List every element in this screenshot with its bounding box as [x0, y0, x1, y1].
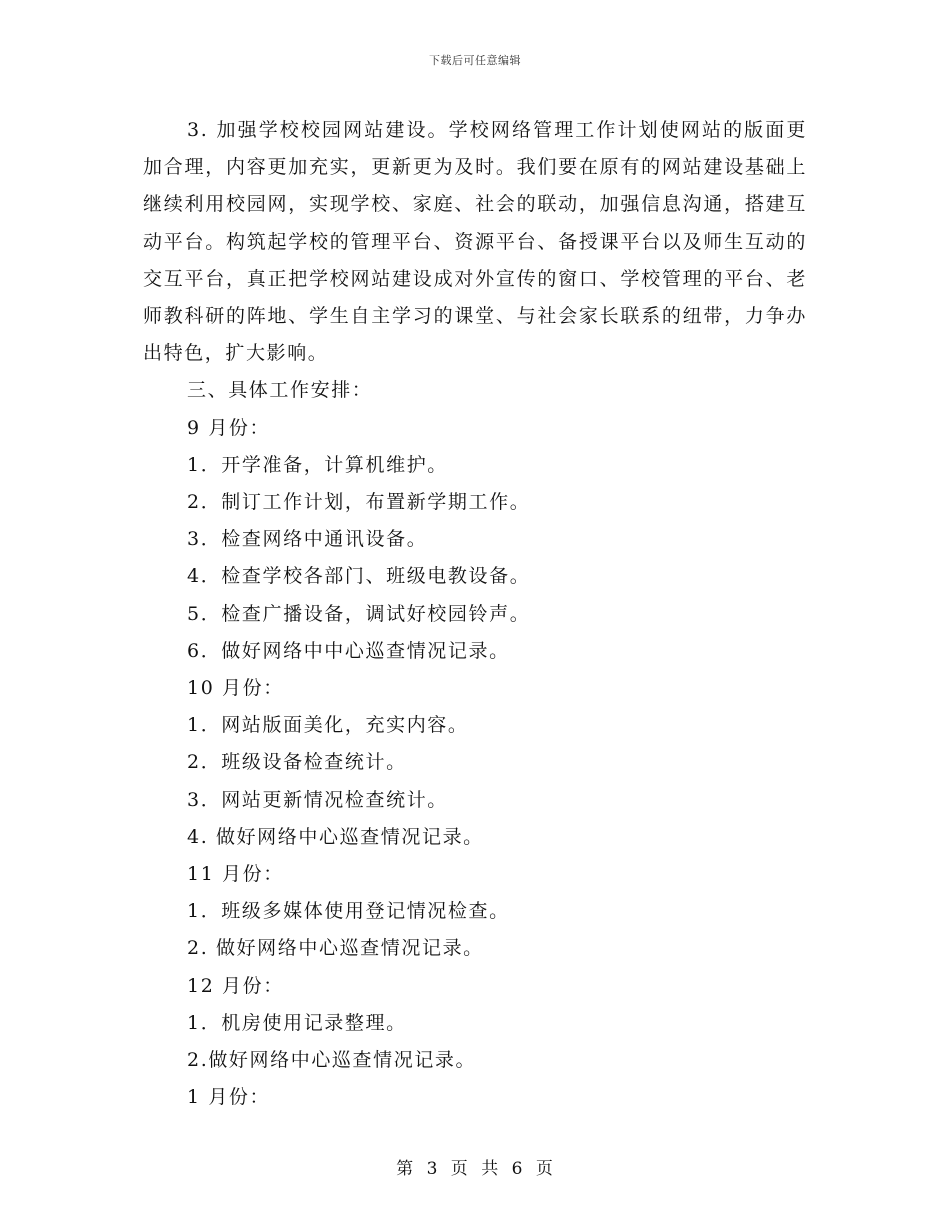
- page-number-footer: 第 3 页 共 6 页: [396, 1159, 554, 1179]
- month-heading-november: 11 月份：: [187, 863, 284, 886]
- month-heading-october: 10 月份：: [187, 677, 284, 700]
- list-item: 4. 做好网络中心巡查情况记录。: [187, 825, 484, 848]
- list-item: 1．机房使用记录整理。: [187, 1011, 407, 1034]
- month-heading-january: 1 月份：: [187, 1086, 271, 1109]
- list-item: 2．班级设备检查统计。: [187, 751, 407, 774]
- list-item: 5．检查广播设备，调试好校园铃声。: [187, 602, 531, 625]
- month-heading-september: 9 月份：: [187, 416, 271, 439]
- list-item: 4．检查学校各部门、班级电教设备。: [187, 565, 531, 588]
- list-item: 2.做好网络中心巡查情况记录。: [187, 1049, 477, 1072]
- document-body: [143, 112, 807, 1116]
- list-item: 1．班级多媒体使用登记情况检查。: [187, 900, 510, 923]
- paragraph-website-construction: 3. 加强学校校园网站建设。学校网络管理工作计划使网站的版面更加合理，内容更加充实，更新更为及时。我们要在原有的网站建设基础上继续利用校园网，实现学校、家庭、社会的联动，加强信息沟通，搭建互动平台。构筑起学校的管理平台、资源平台、备授课平台以及师生互动的交互平台，真正把学校网站建设成对外宣传的窗口、学校管理的平台、老师教科研的阵地、学生自主学习的课堂、与社会家长联系的纽带，力争办出特色，扩大影响。: [143, 119, 807, 365]
- list-item: 2．制订工作计划，布置新学期工作。: [187, 491, 531, 514]
- list-item: 1．开学准备，计算机维护。: [187, 453, 448, 476]
- list-item: 2. 做好网络中心巡查情况记录。: [187, 937, 484, 960]
- list-item: 6．做好网络中中心巡查情况记录。: [187, 639, 510, 662]
- page-header: 下载后可任意编辑: [429, 54, 521, 67]
- list-item: 3．检查网络中通讯设备。: [187, 528, 428, 551]
- section-heading-schedule: 三、具体工作安排：: [187, 379, 373, 402]
- month-heading-december: 12 月份：: [187, 974, 284, 997]
- list-item: 3．网站更新情况检查统计。: [187, 788, 448, 811]
- list-item: 1．网站版面美化，充实内容。: [187, 714, 469, 737]
